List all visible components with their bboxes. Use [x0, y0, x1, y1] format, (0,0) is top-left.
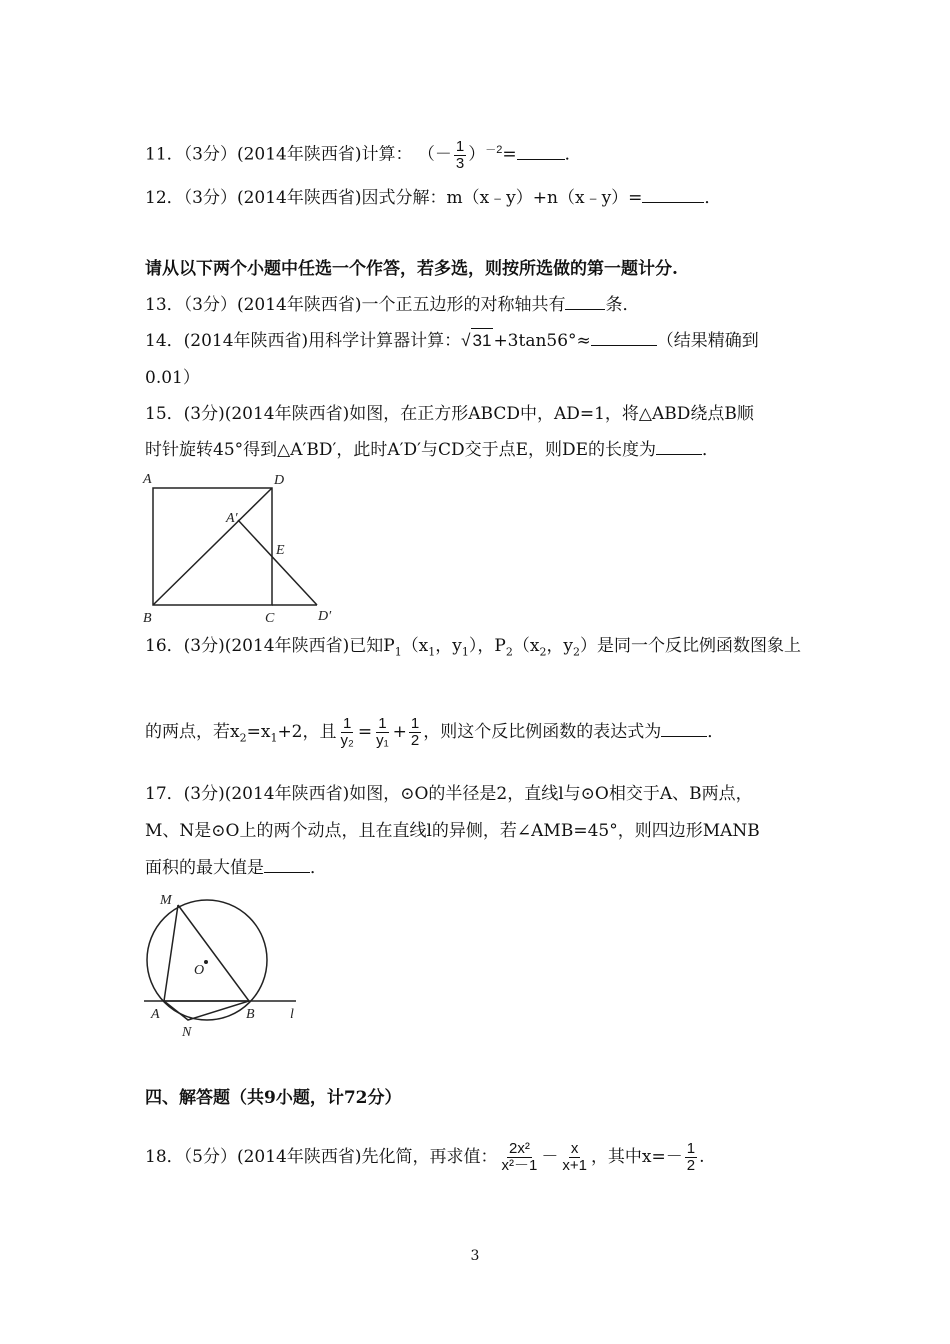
answer-blank: [591, 331, 657, 346]
answer-blank: [642, 188, 704, 203]
q11-fraction: [454, 139, 466, 172]
q16-f3n: 1: [410, 715, 420, 732]
q16-line2: [145, 712, 724, 758]
q17-end: ．: [310, 858, 327, 878]
q15-end: ．: [702, 440, 720, 460]
answer-blank: [264, 858, 310, 873]
q17-text: 面积的最大值是: [145, 858, 264, 878]
question-12: [145, 186, 721, 210]
q18-f2d: x+1: [562, 1157, 587, 1174]
label-o: O: [194, 963, 205, 978]
q11-open: （－: [417, 144, 452, 164]
q11-den: 3: [455, 154, 465, 172]
answer-blank: [656, 440, 702, 455]
q12-end: ．: [704, 188, 722, 208]
q18-frac3: [685, 1141, 697, 1174]
sqrt-icon: √: [461, 331, 471, 350]
q16-s4: 2: [505, 645, 513, 659]
q16-f3d: 2: [410, 732, 420, 749]
section-4-heading: 四、解答题（共9小题，计72分）: [145, 1088, 402, 1108]
q17-line2: M、N是⊙O上的两个动点，且在直线l的异侧，若∠AMB=45°，则四边形MANB: [145, 821, 760, 841]
q16-line1: [145, 634, 801, 664]
q16-u6: ，则这个反比例函数的表达式为: [423, 722, 662, 742]
q11-num: 1: [455, 137, 465, 155]
q16-s3: 1: [461, 645, 469, 659]
label-a: A: [143, 472, 152, 487]
answer-blank: [661, 722, 707, 737]
q18-frac2: [560, 1141, 589, 1174]
label-l: l: [290, 1007, 294, 1022]
label-a: A: [151, 1007, 160, 1022]
q16-s2: 1: [428, 645, 436, 659]
q18-f2n: x: [570, 1140, 579, 1157]
q18-f3d: 2: [686, 1157, 696, 1174]
q18-mid: ，其中x=－: [590, 1147, 683, 1167]
q16-eq: =: [357, 722, 373, 742]
label-b: B: [143, 611, 152, 626]
q18-minus: －: [541, 1147, 559, 1166]
q11-exponent: －2: [485, 144, 503, 156]
q16-t4: ），P: [468, 636, 506, 656]
q16-t3: ，y: [435, 636, 462, 656]
q16-s5: 2: [539, 645, 547, 659]
q16-f1n: 1: [342, 715, 352, 732]
q11-end: ．: [564, 144, 582, 165]
q16-f1d: y₂: [340, 732, 354, 749]
q16-end: ．: [707, 722, 725, 742]
label-m: M: [160, 893, 172, 908]
q15-line1: 15．(3分)(2014年陕西省)如图，在正方形ABCD中，AD=1，将△ABD绕点B顺: [145, 404, 754, 424]
label-a-prime: A′: [226, 511, 238, 526]
question-11: [145, 138, 582, 172]
q14-middle: +3tan56°≈: [493, 331, 591, 351]
page-number: 3: [470, 1248, 480, 1264]
label-c: C: [265, 611, 275, 626]
instruction-text: 请从以下两个小题中任选一个作答，若多选，则按所选做的第一题计分.: [145, 259, 678, 279]
q16-f2n: 1: [378, 715, 387, 732]
label-n: N: [182, 1025, 192, 1040]
segment-a1d1: [238, 520, 317, 605]
q15-text: 时针旋转45°得到△A′BD′，此时A′D′与CD交于点E，则DE的长度为: [145, 440, 657, 460]
q16-t2: （x: [401, 636, 429, 656]
q14-radicand: 31: [471, 328, 494, 353]
question-13: [145, 293, 639, 317]
q15-line2: [145, 438, 719, 462]
q16-u4: 1: [270, 731, 278, 745]
q18-text: 18．（5分）(2014年陕西省)先化简，再求值：: [145, 1147, 498, 1167]
q11-close: ）: [468, 144, 486, 164]
q16-u3: =x: [246, 722, 271, 742]
q18-f1d: x²－1: [501, 1157, 538, 1174]
q16-frac2: [374, 716, 391, 749]
q16-u2: 2: [239, 731, 247, 745]
q14-text: 14．(2014年陕西省)用科学计算器计算：: [145, 331, 462, 351]
q17-line1: 17．(3分)(2014年陕西省)如图，⊙O的半径是2，直线l与⊙O相交于A、B两点，: [145, 784, 753, 804]
q16-t1: 16．(3分)(2014年陕西省)已知P: [145, 636, 395, 656]
q17-circle-figure: [140, 888, 310, 1040]
q14-line2: 0.01）: [145, 368, 200, 388]
q16-u5: +2，且: [277, 722, 337, 742]
question-14: [145, 328, 759, 353]
q16-frac3: [409, 716, 421, 749]
q12-text: 12．（3分）(2014年陕西省)因式分解：m（x﹣y）+n（x﹣y）=: [145, 188, 643, 208]
q15-square-figure: [140, 468, 350, 628]
q16-s1: 1: [394, 645, 402, 659]
answer-blank: [517, 145, 565, 160]
q16-t7: ）是同一个反比例函数图象上: [580, 636, 802, 656]
q11-eq: =: [502, 144, 517, 165]
center-dot: [204, 960, 208, 964]
q18-f3n: 1: [686, 1140, 696, 1157]
q16-t5: （x: [512, 636, 540, 656]
label-d: D: [274, 473, 285, 488]
q11-text: 11．（3分）(2014年陕西省)计算：: [145, 144, 413, 165]
q18-frac1: [499, 1141, 539, 1174]
q14-suffix: （结果精确到: [656, 331, 759, 351]
q13-end: 条．: [605, 295, 640, 315]
segment-bd: [153, 488, 272, 605]
q16-s6: 2: [573, 645, 581, 659]
label-e: E: [276, 543, 285, 558]
q16-u1: 的两点，若x: [145, 722, 240, 742]
label-b: B: [246, 1007, 255, 1022]
q13-text: 13．（3分）(2014年陕西省)一个正五边形的对称轴共有: [145, 295, 566, 315]
q16-f2d: y₁: [376, 732, 389, 749]
answer-blank: [565, 295, 605, 310]
q18-end: .: [699, 1147, 705, 1167]
label-d-prime: D′: [318, 609, 332, 624]
question-18: [145, 1134, 705, 1180]
q18-f1n: 2x²: [508, 1140, 530, 1157]
q16-t6: ，y: [546, 636, 574, 656]
q17-line3: [145, 856, 327, 880]
q16-frac1: [339, 716, 356, 749]
q16-plus: +: [392, 722, 407, 742]
